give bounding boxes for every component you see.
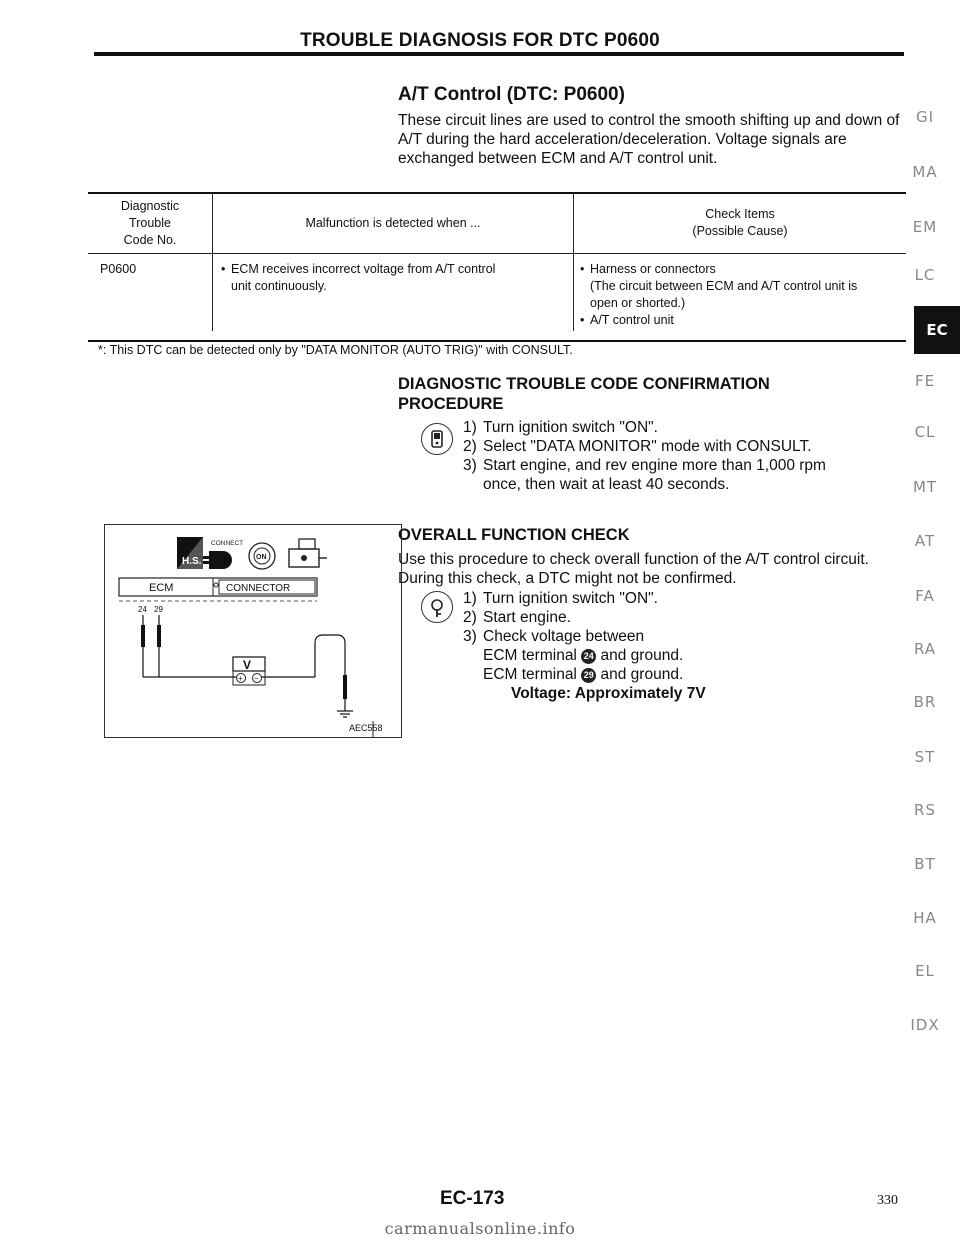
tab-el[interactable]: EL xyxy=(915,962,935,980)
confirmation-steps xyxy=(463,418,826,494)
tab-ma[interactable]: MA xyxy=(912,163,938,181)
list-item-continuation: ECM terminal 24 and ground. xyxy=(483,647,684,664)
tab-br[interactable]: BR xyxy=(913,693,937,711)
tab-idx[interactable]: IDX xyxy=(910,1016,940,1034)
section-intro: These circuit lines are used to control the smooth shifting up and down of A/T during the hard acceleration/deceleration. Voltage signals are exchanged between ECM and A/T control unit. xyxy=(398,112,900,167)
connector-label: CONNECTOR xyxy=(226,583,291,594)
list-item: 1) Turn ignition switch "ON". xyxy=(463,419,658,436)
tab-ha[interactable]: HA xyxy=(913,909,937,927)
header-rule xyxy=(94,52,904,56)
check-items-cell: • Harness or connectors (The circuit between ECM and A/T control unit is open or shorted.) • A/T control unit xyxy=(574,254,907,332)
list-item: 1) Turn ignition switch "ON". xyxy=(463,590,658,607)
section-title: A/T Control (DTC: P0600) xyxy=(398,84,625,105)
tab-fa[interactable]: FA xyxy=(915,587,935,605)
table-footnote: *: This DTC can be detected only by "DATA MONITOR (AUTO TRIG)" with CONSULT. xyxy=(98,343,573,357)
engine-start-icon xyxy=(289,539,327,567)
tab-cl[interactable]: CL xyxy=(914,423,936,441)
ignition-key-icon xyxy=(421,591,453,623)
watermark: carmanualsonline.info xyxy=(384,1219,576,1238)
confirmation-title: DIAGNOSTIC TROUBLE CODE CONFIRMATION PROCEDURE xyxy=(398,375,770,413)
connector-icon xyxy=(203,551,232,569)
figure-id: AEC558 xyxy=(349,723,383,733)
ecm-label: ECM xyxy=(149,582,174,594)
tab-st[interactable]: ST xyxy=(914,748,936,766)
header-check-items: Check Items (Possible Cause) xyxy=(574,193,907,254)
tab-fe[interactable]: FE xyxy=(914,372,936,390)
on-label: ON xyxy=(256,554,267,561)
list-item: 3) Start engine, and rev engine more than 1,000 rpm xyxy=(463,457,826,474)
tab-lc[interactable]: LC xyxy=(914,266,936,284)
section-tabs xyxy=(890,0,960,1242)
meter-label: V xyxy=(243,658,252,672)
tab-ec-active[interactable]: EC xyxy=(914,306,960,354)
page-number: 330 xyxy=(877,1193,898,1208)
pin-29-label: 29 xyxy=(154,605,163,614)
tab-bt[interactable]: BT xyxy=(914,855,936,873)
malfunction-cell: • ECM receives incorrect voltage from A/T control unit continuously. xyxy=(213,254,574,332)
wiring-diagram xyxy=(104,524,402,738)
terminal-29-badge: 29 xyxy=(581,668,596,683)
tab-em[interactable]: EM xyxy=(912,218,938,236)
ignition-on-icon xyxy=(249,543,275,569)
header-code: Diagnostic Trouble Code No. xyxy=(88,193,213,254)
table-header-row xyxy=(88,193,906,254)
page-title: TROUBLE DIAGNOSIS FOR DTC P0600 xyxy=(300,30,660,51)
connect-label: CONNECT xyxy=(211,540,244,547)
list-item-continuation: ECM terminal 29 and ground. xyxy=(483,666,684,683)
dtc-code: P0600 xyxy=(100,262,137,276)
table-bottom-rule xyxy=(88,340,906,342)
hs-label: H.S. xyxy=(182,556,202,567)
list-item-continuation: once, then wait at least 40 seconds. xyxy=(483,476,730,493)
ecm-connector-box xyxy=(119,578,317,601)
tab-mt[interactable]: MT xyxy=(912,478,938,496)
terminal-24-badge: 24 xyxy=(581,649,596,664)
overall-title: OVERALL FUNCTION CHECK xyxy=(398,526,630,544)
list-item: 2) Start engine. xyxy=(463,609,571,626)
page-code: EC-173 xyxy=(440,1188,505,1209)
tab-at[interactable]: AT xyxy=(914,532,936,550)
dtc-table xyxy=(88,193,906,331)
overall-intro: Use this procedure to check overall function of the A/T control circuit. During this check, a DTC might not be confirmed. xyxy=(398,551,869,587)
meter-minus: − xyxy=(254,674,259,683)
voltmeter-icon xyxy=(233,657,265,685)
tab-gi[interactable]: GI xyxy=(915,108,935,126)
header-malfunction: Malfunction is detected when ... xyxy=(213,193,574,254)
tab-ra[interactable]: RA xyxy=(913,640,937,658)
list-item: 3) Check voltage between xyxy=(463,628,645,645)
list-item: 2) Select "DATA MONITOR" mode with CONSULT. xyxy=(463,438,812,455)
table-row xyxy=(88,254,906,332)
pin-24-label: 24 xyxy=(138,605,147,614)
overall-steps xyxy=(463,589,706,703)
consult-icon xyxy=(421,423,453,455)
meter-plus: + xyxy=(238,674,243,683)
tab-rs[interactable]: RS xyxy=(914,801,936,819)
voltage-spec: Voltage: Approximately 7V xyxy=(511,685,706,702)
